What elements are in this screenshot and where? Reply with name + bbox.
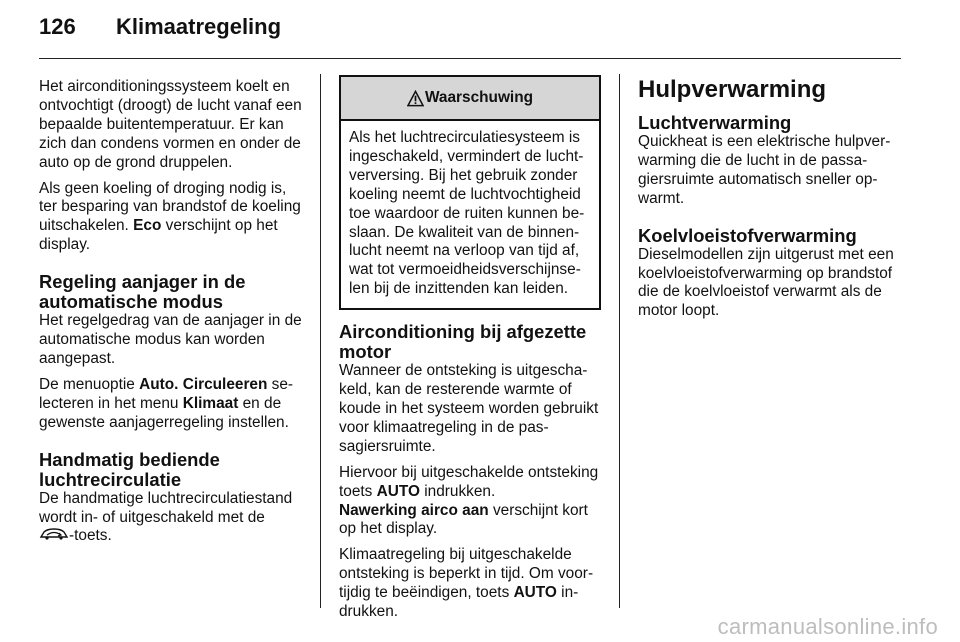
column-middle [339,75,601,622]
warning-title: Waarschuwing [424,88,534,106]
heading-air-heating: Luchtverwarming [638,112,792,133]
column-right [638,76,906,321]
column-divider-2 [619,74,620,608]
heading-manual-recirculation: Handmatig bediende luchtrecirculatie [39,448,220,490]
paragraph-eco: Als geen koeling of droging nodig is, ter besparing van brandstof de koeling uitschakelen. Eco verschijnt op het display. [39,179,301,254]
paragraph-auto-button: Hiervoor bij uitgeschakelde ontsteking toets AUTO indrukken. [339,463,599,500]
warning-header [341,77,599,121]
warning-triangle-icon [407,90,424,107]
page-number: 126 [39,14,76,39]
warning-text: Als het luchtrecirculatiesysteem is ingeschakeld, vermindert de luchtverversing. Bij het gebruik zonder koeling neemt de luchtvochtigheid toe waardoor de ruiten kunnen beslaan. De kwaliteit van de binnenlucht neemt na verloop van tijd af, wat tot vermoeidheidsverschijnselen bij de inzittenden kan leiden. [349,129,585,298]
column-divider-1 [320,74,321,608]
paragraph-afterrun: Nawerking airco aan verschijnt kort op het display. [339,501,588,538]
column-left [39,78,305,546]
paragraph-residual-heat: Wanneer de ontsteking is uitgeschakeld, kan de resterende warmte of koude in het systeem worden gebruikt voor klimaatregeling in de passagiersruimte. [339,362,599,455]
paragraph-quickheat: Quickheat is een elektrische hulpverwarming die de lucht in de passagiersruimte automatisch sneller opwarmt. [638,133,891,207]
afterrun-label: Nawerking airco aan [339,501,489,519]
paragraph-recirculation-button: De handmatige luchtrecirculatiestand wordt in- of uitgeschakeld met de -toets. [39,489,293,545]
auto-button-label-2: AUTO [513,584,557,602]
paragraph-ac-intro: Het airconditioningssysteem koelt en ontvochtigt (droogt) de lucht vanaf een bepaalde buitentemperatuur. Er kan zich dan condens vormen en onder de auto op de grond druppelen. [39,78,302,171]
heading-ac-engine-off: Airconditioning bij afgezette motor [339,321,587,363]
menu-name-label: Klimaat [182,394,239,412]
paragraph-time-limited: Klimaatregeling bij uitgeschakelde ontsteking is beperkt in tijd. Om voortijdig te beëindigen, toets AUTO indrukken. [339,546,594,621]
heading-coolant-heater: Koelvloeistofverwarming [638,224,857,246]
eco-label: Eco [133,217,162,235]
warning-box [339,75,601,310]
recirculation-car-icon [39,528,69,540]
paragraph-blower-behaviour: Het regelgedrag van de aanjager in de automatische modus kan worden aangepast. [39,312,302,367]
paragraph-menu-option: De menuoptie Auto. Circuleeren selecteren in het menu Klimaat en de gewenste aanjagerregeling instellen. [39,375,294,431]
auto-button-label: AUTO [376,482,420,500]
header-rule [39,58,901,59]
page-title: Klimaatregeling [116,14,282,39]
heading-auxiliary-heating: Hulpverwarming [638,76,827,103]
paragraph-coolant-heater: Dieselmodellen zijn uitgerust met een koelvloeistofverwarming op brandstof die de koelvloeistof verwarmt als de motor loopt. [638,245,894,320]
heading-blower-auto: Regeling aanjager in de automatische modus [39,271,246,313]
menu-option-label: Auto. Circuleeren [139,375,268,393]
site-watermark: carmanualsonline.info [717,614,938,639]
